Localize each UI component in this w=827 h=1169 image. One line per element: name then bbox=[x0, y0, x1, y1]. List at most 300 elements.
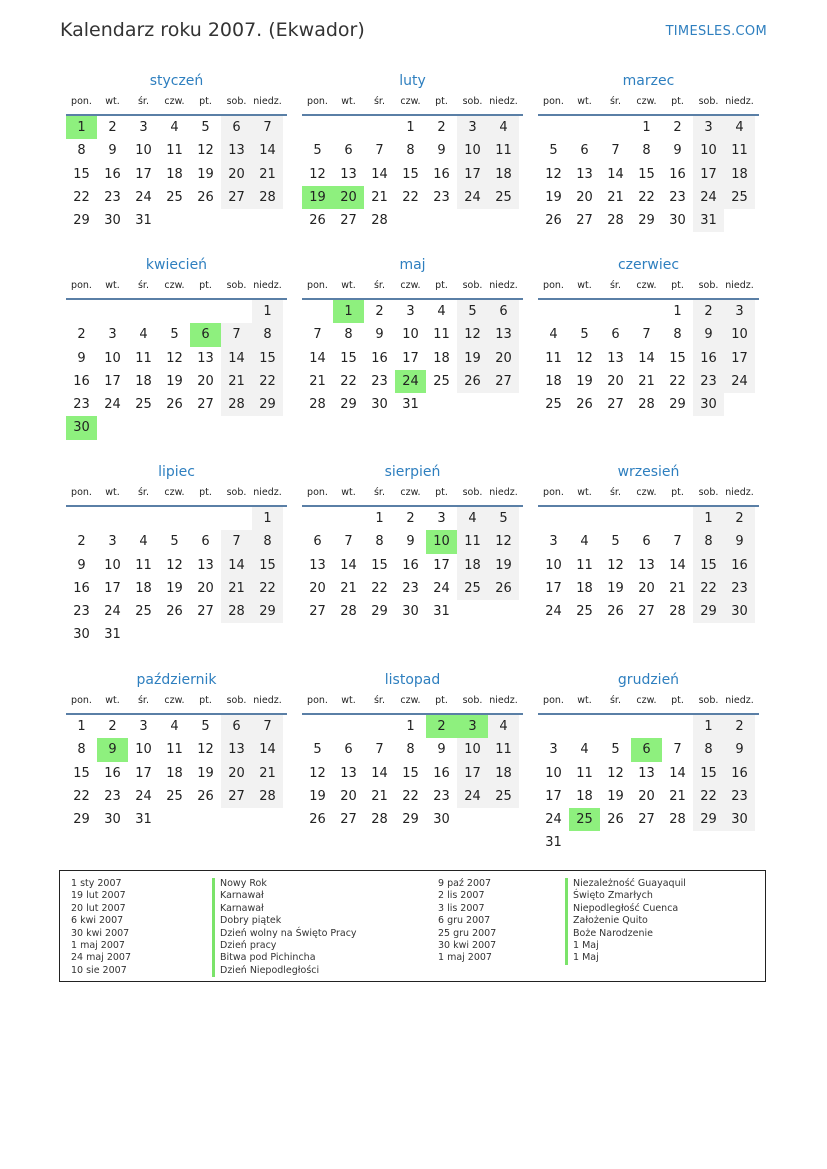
day-cell: 4 bbox=[437, 304, 446, 319]
day-cell: 12 bbox=[166, 557, 183, 573]
day-cell: 22 bbox=[669, 373, 686, 389]
day-cell: 16 bbox=[73, 373, 90, 389]
day-cell: 24 bbox=[104, 604, 121, 620]
day-cell: 24 bbox=[135, 189, 152, 205]
day-cell: 30 bbox=[402, 604, 419, 620]
day-cell: 30 bbox=[371, 397, 388, 413]
holiday-day-cell: 25 bbox=[569, 808, 600, 831]
weekday-label: czw. bbox=[636, 487, 657, 498]
legend-holiday-name: Boże Narodzenie bbox=[565, 928, 686, 940]
day-cell: 16 bbox=[433, 166, 450, 182]
weekday-label: pon. bbox=[71, 280, 92, 291]
month-block bbox=[302, 670, 523, 831]
day-cell: 17 bbox=[693, 163, 724, 186]
day-cell: 29 bbox=[693, 600, 724, 623]
day-cell: 6 bbox=[313, 534, 322, 550]
weekday-label: śr. bbox=[137, 487, 149, 498]
weekday-label: pt. bbox=[199, 487, 212, 498]
month-block bbox=[538, 670, 759, 855]
day-cell: 28 bbox=[607, 213, 624, 229]
legend-holiday-name: Niezależność Guayaquil bbox=[565, 878, 686, 890]
day-cell: 8 bbox=[375, 534, 384, 550]
day-cell: 18 bbox=[135, 580, 152, 596]
day-cell: 27 bbox=[197, 604, 214, 620]
day-cell: 4 bbox=[488, 715, 519, 738]
weekday-label: pt. bbox=[199, 96, 212, 107]
legend-date: 30 kwi 2007 bbox=[438, 939, 497, 951]
day-cell-empty bbox=[569, 300, 600, 323]
day-cell: 3 bbox=[139, 120, 148, 135]
day-cell: 22 bbox=[371, 580, 388, 596]
day-cell: 9 bbox=[673, 143, 682, 159]
day-cell: 10 bbox=[545, 557, 562, 573]
day-cell: 5 bbox=[170, 327, 179, 343]
day-cell: 11 bbox=[545, 350, 562, 366]
day-cell: 24 bbox=[545, 812, 562, 828]
weekday-label: pon. bbox=[543, 695, 564, 706]
day-cell: 18 bbox=[433, 350, 450, 366]
day-cell: 29 bbox=[669, 397, 686, 413]
day-cell: 12 bbox=[545, 166, 562, 182]
legend-holiday-name: Bitwa pod Pichincha bbox=[212, 952, 357, 964]
day-cell: 11 bbox=[166, 143, 183, 159]
page-title: Kalendarz roku 2007. (Ekwador) bbox=[60, 19, 365, 41]
day-cell-empty bbox=[569, 116, 600, 139]
weekday-label: pt. bbox=[435, 280, 448, 291]
weekday-label: wt. bbox=[577, 695, 592, 706]
day-cell: 7 bbox=[611, 143, 620, 159]
month-block bbox=[302, 462, 523, 623]
day-cell: 27 bbox=[340, 812, 357, 828]
day-cell: 1 bbox=[693, 507, 724, 530]
weekday-label: pt. bbox=[435, 96, 448, 107]
day-cell: 2 bbox=[437, 120, 446, 135]
day-cell: 31 bbox=[135, 812, 152, 828]
legend-date: 9 paź 2007 bbox=[438, 878, 492, 889]
day-cell: 4 bbox=[580, 742, 589, 758]
day-cell: 17 bbox=[545, 788, 562, 804]
weekday-header bbox=[538, 275, 759, 300]
day-cell: 26 bbox=[166, 397, 183, 413]
day-cell: 7 bbox=[673, 742, 682, 758]
day-cell: 1 bbox=[77, 719, 86, 734]
legend-date: 6 kwi 2007 bbox=[71, 915, 124, 927]
day-cell-empty bbox=[631, 300, 662, 323]
day-cell: 16 bbox=[73, 580, 90, 596]
month-block bbox=[302, 71, 523, 232]
weekday-header bbox=[538, 482, 759, 507]
day-cell: 30 bbox=[104, 213, 121, 229]
weekday-label: wt. bbox=[341, 96, 356, 107]
weekday-label: pt. bbox=[671, 695, 684, 706]
day-cell: 7 bbox=[344, 534, 353, 550]
day-cell-empty bbox=[221, 300, 252, 323]
day-cell: 8 bbox=[693, 738, 724, 761]
day-cell-empty bbox=[538, 507, 569, 530]
day-cell: 12 bbox=[488, 530, 519, 553]
day-cell: 20 bbox=[576, 189, 593, 205]
day-cell: 17 bbox=[135, 765, 152, 781]
day-cell: 3 bbox=[108, 327, 117, 343]
weekday-header bbox=[302, 275, 523, 300]
day-cell: 10 bbox=[135, 742, 152, 758]
day-cell: 25 bbox=[724, 186, 755, 209]
day-cell-empty bbox=[302, 300, 333, 323]
weekday-label: sob. bbox=[698, 487, 719, 498]
day-cell: 5 bbox=[611, 534, 620, 550]
day-cell: 29 bbox=[340, 397, 357, 413]
day-cell-empty bbox=[662, 715, 693, 738]
weekday-label: wt. bbox=[341, 695, 356, 706]
weekday-label: śr. bbox=[609, 487, 621, 498]
day-cell: 11 bbox=[135, 557, 152, 573]
legend-holiday-name: Święto Zmarłych bbox=[565, 890, 686, 902]
day-cell: 13 bbox=[607, 350, 624, 366]
day-cell: 20 bbox=[221, 163, 252, 186]
legend-date: 24 maj 2007 bbox=[71, 952, 132, 964]
day-cell-empty bbox=[631, 507, 662, 530]
day-cell: 25 bbox=[488, 186, 519, 209]
day-cell: 8 bbox=[693, 530, 724, 553]
holiday-legend bbox=[59, 870, 766, 982]
day-cell: 5 bbox=[170, 534, 179, 550]
day-cell: 9 bbox=[437, 143, 446, 159]
day-cell: 2 bbox=[375, 304, 384, 319]
day-cell: 19 bbox=[166, 373, 183, 389]
day-cell: 2 bbox=[693, 300, 724, 323]
day-cell-empty bbox=[538, 300, 569, 323]
day-grid bbox=[302, 300, 523, 416]
day-cell: 28 bbox=[221, 600, 252, 623]
month-name: wrzesień bbox=[617, 464, 680, 480]
day-cell: 25 bbox=[457, 577, 488, 600]
weekday-label: wt. bbox=[105, 96, 120, 107]
day-cell-empty bbox=[600, 507, 631, 530]
day-cell: 11 bbox=[488, 139, 519, 162]
day-cell: 8 bbox=[673, 327, 682, 343]
day-cell-empty bbox=[159, 300, 190, 323]
day-cell: 25 bbox=[488, 785, 519, 808]
day-cell: 4 bbox=[549, 327, 558, 343]
legend-date: 1 maj 2007 bbox=[438, 952, 492, 964]
weekday-label: wt. bbox=[577, 96, 592, 107]
day-cell: 25 bbox=[135, 397, 152, 413]
day-cell: 29 bbox=[402, 812, 419, 828]
day-cell: 24 bbox=[693, 186, 724, 209]
legend-date: 1 maj 2007 bbox=[71, 939, 125, 951]
day-cell: 31 bbox=[402, 397, 419, 413]
day-cell: 12 bbox=[309, 765, 326, 781]
holiday-day-cell: 9 bbox=[97, 738, 128, 761]
day-cell: 1 bbox=[693, 715, 724, 738]
day-cell: 17 bbox=[457, 762, 488, 785]
day-cell-empty bbox=[159, 507, 190, 530]
day-cell: 8 bbox=[77, 143, 86, 159]
weekday-label: sob. bbox=[226, 695, 247, 706]
legend-dates-right bbox=[438, 878, 496, 965]
day-cell: 27 bbox=[607, 397, 624, 413]
weekday-label: sob. bbox=[698, 280, 719, 291]
day-grid bbox=[302, 507, 523, 623]
day-cell: 26 bbox=[197, 788, 214, 804]
weekday-label: pon. bbox=[71, 96, 92, 107]
day-cell: 1 bbox=[252, 507, 283, 530]
day-cell: 27 bbox=[309, 604, 326, 620]
weekday-label: śr. bbox=[609, 280, 621, 291]
day-cell: 14 bbox=[252, 139, 283, 162]
weekday-label: pon. bbox=[543, 96, 564, 107]
day-cell: 6 bbox=[611, 327, 620, 343]
day-cell: 28 bbox=[638, 397, 655, 413]
weekday-label: wt. bbox=[341, 280, 356, 291]
day-cell: 13 bbox=[638, 765, 655, 781]
day-grid bbox=[66, 116, 287, 232]
day-cell: 4 bbox=[170, 120, 179, 135]
holiday-day-cell: 6 bbox=[631, 738, 662, 761]
weekday-label: wt. bbox=[341, 487, 356, 498]
day-cell: 10 bbox=[135, 143, 152, 159]
day-cell: 5 bbox=[313, 143, 322, 159]
day-cell-empty bbox=[128, 507, 159, 530]
day-cell: 10 bbox=[402, 327, 419, 343]
weekday-header bbox=[302, 91, 523, 116]
day-cell: 12 bbox=[309, 166, 326, 182]
legend-date: 2 lis 2007 bbox=[438, 890, 485, 902]
day-cell: 25 bbox=[433, 373, 450, 389]
day-cell: 28 bbox=[669, 812, 686, 828]
day-cell: 14 bbox=[221, 554, 252, 577]
day-cell: 14 bbox=[607, 166, 624, 182]
day-cell: 21 bbox=[669, 788, 686, 804]
day-cell: 3 bbox=[139, 719, 148, 734]
day-cell: 16 bbox=[669, 166, 686, 182]
day-cell-empty bbox=[221, 507, 252, 530]
legend-names-left bbox=[212, 878, 357, 977]
day-cell-empty bbox=[333, 507, 364, 530]
weekday-label: pon. bbox=[307, 695, 328, 706]
day-cell: 26 bbox=[607, 812, 624, 828]
day-cell: 2 bbox=[406, 511, 415, 526]
weekday-label: śr. bbox=[137, 695, 149, 706]
day-cell: 27 bbox=[576, 213, 593, 229]
day-cell: 28 bbox=[340, 604, 357, 620]
day-cell: 22 bbox=[73, 189, 90, 205]
day-cell: 13 bbox=[340, 765, 357, 781]
day-cell: 14 bbox=[309, 350, 326, 366]
weekday-label: niedz. bbox=[725, 96, 754, 107]
legend-holiday-name: Karnawał bbox=[212, 903, 357, 915]
day-cell: 19 bbox=[166, 580, 183, 596]
day-cell: 24 bbox=[545, 604, 562, 620]
weekday-header bbox=[538, 690, 759, 715]
weekday-label: pt. bbox=[435, 695, 448, 706]
day-cell: 10 bbox=[724, 323, 755, 346]
day-cell-empty bbox=[97, 507, 128, 530]
month-block bbox=[538, 255, 759, 416]
day-cell: 31 bbox=[693, 209, 724, 232]
legend-holiday-name: 1 Maj bbox=[565, 952, 686, 964]
weekday-label: niedz. bbox=[725, 695, 754, 706]
day-cell: 23 bbox=[433, 189, 450, 205]
day-cell: 10 bbox=[457, 139, 488, 162]
legend-holiday-name: 1 Maj bbox=[565, 940, 686, 952]
weekday-label: pt. bbox=[671, 487, 684, 498]
day-cell: 2 bbox=[77, 534, 86, 550]
weekday-label: sob. bbox=[462, 695, 483, 706]
holiday-day-cell: 1 bbox=[66, 116, 97, 139]
day-cell: 17 bbox=[457, 163, 488, 186]
day-cell: 3 bbox=[724, 300, 755, 323]
day-cell-empty bbox=[569, 715, 600, 738]
day-cell: 23 bbox=[693, 370, 724, 393]
day-cell: 26 bbox=[576, 397, 593, 413]
day-cell: 18 bbox=[457, 554, 488, 577]
legend-date: 6 gru 2007 bbox=[438, 915, 491, 927]
legend-holiday-name: Niepodległość Cuenca bbox=[565, 903, 686, 915]
day-cell: 13 bbox=[221, 738, 252, 761]
day-cell: 23 bbox=[73, 604, 90, 620]
day-cell: 30 bbox=[669, 213, 686, 229]
day-cell: 21 bbox=[638, 373, 655, 389]
weekday-label: niedz. bbox=[253, 96, 282, 107]
day-cell: 28 bbox=[221, 393, 252, 416]
day-cell: 12 bbox=[607, 557, 624, 573]
day-cell: 9 bbox=[437, 742, 446, 758]
legend-date: 25 gru 2007 bbox=[438, 927, 497, 939]
day-cell: 14 bbox=[221, 347, 252, 370]
day-cell: 18 bbox=[545, 373, 562, 389]
month-name: październik bbox=[136, 672, 217, 688]
weekday-label: sob. bbox=[462, 487, 483, 498]
day-cell: 18 bbox=[488, 762, 519, 785]
day-cell: 21 bbox=[669, 580, 686, 596]
month-name: grudzień bbox=[617, 672, 680, 688]
day-cell: 12 bbox=[166, 350, 183, 366]
day-cell: 31 bbox=[433, 604, 450, 620]
day-cell: 5 bbox=[457, 300, 488, 323]
day-cell: 4 bbox=[139, 534, 148, 550]
month-name: sierpień bbox=[384, 464, 441, 480]
day-cell: 4 bbox=[488, 116, 519, 139]
day-cell-empty bbox=[569, 507, 600, 530]
weekday-header bbox=[302, 690, 523, 715]
day-cell: 3 bbox=[549, 742, 558, 758]
day-cell: 15 bbox=[73, 166, 90, 182]
day-cell: 16 bbox=[693, 347, 724, 370]
weekday-label: niedz. bbox=[253, 487, 282, 498]
day-cell: 19 bbox=[576, 373, 593, 389]
day-cell: 30 bbox=[724, 808, 755, 831]
brand-link[interactable]: TIMESLES.COM bbox=[665, 24, 767, 39]
day-cell: 9 bbox=[108, 143, 117, 159]
day-cell: 22 bbox=[252, 370, 283, 393]
day-cell: 19 bbox=[607, 580, 624, 596]
day-cell: 16 bbox=[724, 762, 755, 785]
day-cell-empty bbox=[538, 116, 569, 139]
day-cell: 22 bbox=[340, 373, 357, 389]
weekday-label: pon. bbox=[543, 280, 564, 291]
day-cell: 22 bbox=[402, 788, 419, 804]
day-cell: 20 bbox=[488, 347, 519, 370]
day-cell: 13 bbox=[197, 557, 214, 573]
day-cell: 19 bbox=[457, 347, 488, 370]
weekday-label: sob. bbox=[462, 280, 483, 291]
day-cell: 9 bbox=[406, 534, 415, 550]
legend-date: 1 sty 2007 bbox=[71, 878, 122, 889]
legend-date: 30 kwi 2007 bbox=[71, 927, 130, 939]
month-block bbox=[538, 462, 759, 623]
day-cell: 12 bbox=[197, 143, 214, 159]
day-cell: 13 bbox=[309, 557, 326, 573]
day-cell: 7 bbox=[313, 327, 322, 343]
day-cell: 16 bbox=[104, 765, 121, 781]
day-grid bbox=[66, 300, 287, 440]
day-cell: 14 bbox=[638, 350, 655, 366]
month-name: marzec bbox=[622, 73, 675, 89]
day-cell: 15 bbox=[402, 166, 419, 182]
weekday-header bbox=[538, 91, 759, 116]
weekday-label: niedz. bbox=[489, 695, 518, 706]
day-cell: 5 bbox=[611, 742, 620, 758]
day-cell: 9 bbox=[375, 327, 384, 343]
day-cell: 6 bbox=[221, 715, 252, 738]
day-cell: 30 bbox=[693, 393, 724, 416]
day-cell: 20 bbox=[309, 580, 326, 596]
day-cell: 7 bbox=[252, 116, 283, 139]
day-cell: 7 bbox=[642, 327, 651, 343]
weekday-label: pt. bbox=[671, 280, 684, 291]
day-cell: 3 bbox=[406, 304, 415, 319]
day-cell: 22 bbox=[693, 577, 724, 600]
day-cell: 14 bbox=[371, 166, 388, 182]
day-cell: 11 bbox=[724, 139, 755, 162]
day-cell: 18 bbox=[135, 373, 152, 389]
weekday-label: niedz. bbox=[489, 280, 518, 291]
day-cell: 2 bbox=[724, 715, 755, 738]
day-cell: 19 bbox=[197, 166, 214, 182]
weekday-label: śr. bbox=[609, 695, 621, 706]
day-cell: 30 bbox=[73, 627, 90, 643]
day-cell: 3 bbox=[549, 534, 558, 550]
day-cell: 9 bbox=[77, 350, 86, 366]
weekday-label: wt. bbox=[577, 487, 592, 498]
day-cell: 21 bbox=[340, 580, 357, 596]
weekday-label: pon. bbox=[71, 695, 92, 706]
day-cell: 21 bbox=[371, 189, 388, 205]
month-name: kwiecień bbox=[145, 257, 208, 273]
legend-holiday-name: Nowy Rok bbox=[212, 878, 357, 890]
day-cell: 28 bbox=[371, 812, 388, 828]
day-cell: 28 bbox=[309, 397, 326, 413]
day-cell: 8 bbox=[252, 530, 283, 553]
day-cell: 2 bbox=[724, 507, 755, 530]
weekday-label: śr. bbox=[373, 96, 385, 107]
day-cell: 12 bbox=[197, 742, 214, 758]
day-cell: 27 bbox=[221, 186, 252, 209]
day-cell: 8 bbox=[344, 327, 353, 343]
day-cell: 7 bbox=[673, 534, 682, 550]
weekday-label: czw. bbox=[636, 96, 657, 107]
day-cell: 13 bbox=[197, 350, 214, 366]
day-cell: 23 bbox=[724, 577, 755, 600]
day-cell: 29 bbox=[638, 213, 655, 229]
day-cell: 2 bbox=[108, 120, 117, 135]
day-cell: 17 bbox=[724, 347, 755, 370]
day-cell: 8 bbox=[406, 143, 415, 159]
day-cell: 1 bbox=[673, 304, 682, 319]
weekday-label: sob. bbox=[226, 280, 247, 291]
day-cell: 10 bbox=[457, 738, 488, 761]
